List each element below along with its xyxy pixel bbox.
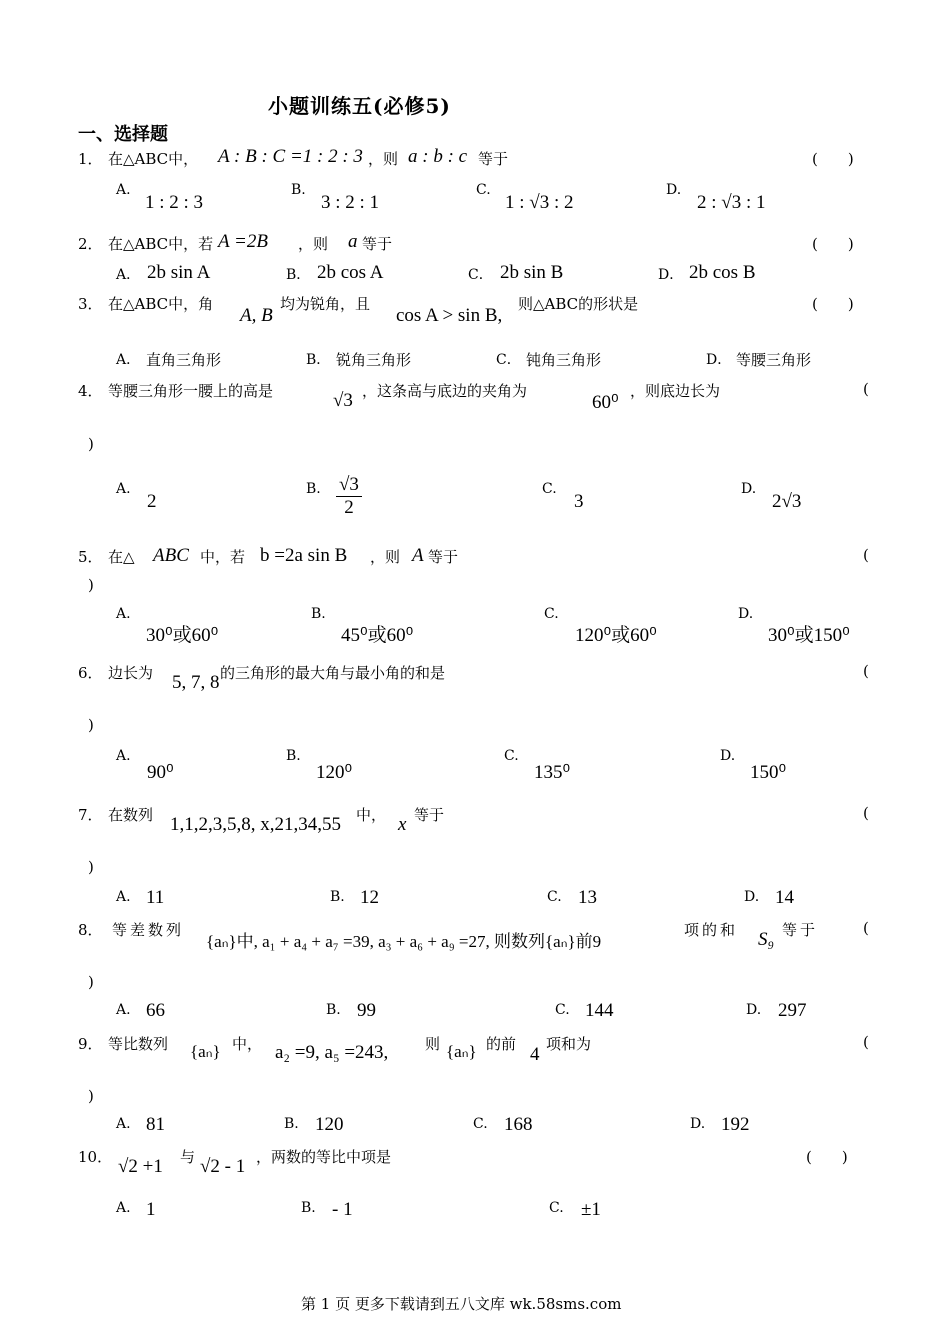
- page-footer: 第 1 页 更多下载请到五八文库 wk.58sms.com: [301, 1295, 622, 1313]
- question-text: 等于: [782, 921, 819, 939]
- option-label: A．: [116, 352, 141, 368]
- question-math: a₂ =9, a₅ =243,: [275, 1042, 389, 1063]
- question-math: A : B : C =1 : 2 : 3: [218, 146, 363, 167]
- option-label: D.: [666, 182, 682, 198]
- question-text: ，则: [298, 235, 329, 253]
- option-value: 3: [574, 491, 584, 512]
- option-value: 144: [585, 1000, 614, 1021]
- option-value: - 1: [332, 1199, 353, 1220]
- question-math: x: [398, 814, 407, 835]
- question-math: {aₙ}中, a₁ + a₄ + a₇ =39, a₃ + a₆ + a₉ =27, 则数列{aₙ}前9: [206, 932, 602, 951]
- option-label: A.: [116, 1116, 131, 1132]
- option-label: B.: [291, 182, 306, 198]
- question-math: 1,1,2,3,5,8, x,21,34,55: [170, 814, 341, 835]
- question-text: 项和为: [546, 1035, 592, 1053]
- option-label: D.: [690, 1116, 706, 1132]
- option-label: C.: [473, 1116, 488, 1132]
- question-text: ，两数的等比中项是: [256, 1148, 392, 1166]
- question-text: 中，若: [200, 548, 246, 566]
- option-label: C.: [476, 182, 491, 198]
- question-math: √2 +1: [118, 1156, 163, 1177]
- option-value: ±1: [581, 1199, 601, 1220]
- option-value: 99: [357, 1000, 376, 1021]
- answer-bracket-open: (: [863, 804, 869, 822]
- answer-bracket-close: ): [88, 1087, 94, 1105]
- option-label: C.: [544, 606, 559, 622]
- question-math: S₉: [758, 929, 775, 950]
- question-math: a : b : c: [408, 146, 468, 167]
- answer-bracket-open: (: [863, 919, 869, 937]
- option-value: 2b cos B: [689, 262, 756, 283]
- question-math: A, B: [240, 305, 273, 326]
- question-number: 8．: [78, 921, 103, 939]
- option-value: 11: [146, 887, 165, 908]
- question-text: 等于: [414, 806, 445, 824]
- option-value: 297: [778, 1000, 807, 1021]
- fraction-numerator: √3: [336, 474, 362, 497]
- option-label: A.: [116, 748, 131, 764]
- option-value: 135⁰: [534, 762, 571, 783]
- option-label: D.: [746, 1002, 762, 1018]
- question-math: b =2a sin B: [260, 545, 348, 566]
- option-label: D．: [706, 352, 732, 368]
- option-label: C.: [504, 748, 519, 764]
- option-value: 1 : √3 : 2: [505, 192, 574, 213]
- option-label: C．: [468, 267, 493, 283]
- option-value: 13: [578, 887, 597, 908]
- question-text: 边长为: [108, 664, 154, 682]
- question-text: ，则底边长为: [630, 382, 721, 400]
- question-text: 均为锐角，且: [280, 295, 371, 313]
- option-label: B.: [306, 481, 321, 497]
- option-label: C.: [549, 1200, 564, 1216]
- option-value: 等腰三角形: [736, 351, 812, 369]
- question-number: 1．: [78, 150, 103, 168]
- option-value-fraction: [336, 474, 362, 519]
- option-value: 直角三角形: [146, 351, 222, 369]
- option-label: C.: [555, 1002, 570, 1018]
- question-math: 5, 7, 8: [172, 672, 220, 693]
- question-math: cos A > sin B,: [396, 305, 503, 326]
- option-value: 2b cos A: [317, 262, 384, 283]
- question-math: √3: [333, 390, 353, 411]
- question-text: 等差数列: [112, 921, 185, 939]
- answer-bracket-close: ): [88, 435, 94, 453]
- question-number: 10．: [78, 1148, 113, 1166]
- question-text: 在△ABC中，角: [108, 295, 214, 313]
- question-text: 的前: [486, 1035, 517, 1053]
- question-text: 项的和: [684, 921, 739, 939]
- question-text: 在△ABC中，若: [108, 235, 214, 253]
- answer-bracket-open: (: [863, 546, 869, 564]
- question-number: 6．: [78, 664, 103, 682]
- question-math: 60⁰: [592, 392, 619, 413]
- option-label: B．: [286, 267, 311, 283]
- answer-bracket-close: ): [88, 576, 94, 594]
- answer-bracket-close: ): [88, 716, 94, 734]
- option-value: 120⁰或60⁰: [575, 625, 657, 646]
- option-value: 120: [315, 1114, 344, 1135]
- option-value: 2√3: [772, 491, 802, 512]
- option-label: A．: [116, 267, 141, 283]
- question-number: 5．: [78, 548, 103, 566]
- option-value: 2: [147, 491, 157, 512]
- answer-bracket: ( ): [812, 235, 854, 253]
- answer-bracket: ( ): [812, 295, 854, 313]
- option-label: D.: [744, 889, 760, 905]
- option-label: B.: [284, 1116, 299, 1132]
- question-math: ABC: [153, 545, 189, 566]
- option-label: A.: [116, 1200, 131, 1216]
- question-text: 与: [180, 1148, 196, 1166]
- option-label: C.: [547, 889, 562, 905]
- option-value: 150⁰: [750, 762, 787, 783]
- option-value: 81: [146, 1114, 165, 1135]
- answer-bracket: ( ): [806, 1148, 848, 1166]
- question-text: 则: [425, 1035, 441, 1053]
- option-label: A.: [116, 889, 131, 905]
- option-value: 1 : 2 : 3: [145, 192, 204, 213]
- option-value: 3 : 2 : 1: [321, 192, 380, 213]
- question-text: 的三角形的最大角与最小角的和是: [220, 664, 446, 682]
- question-math: A: [412, 545, 424, 566]
- option-label: A.: [116, 481, 131, 497]
- question-text: 中，: [356, 806, 387, 824]
- option-label: B.: [311, 606, 326, 622]
- option-label: A.: [116, 1002, 131, 1018]
- question-math: 4: [530, 1044, 540, 1065]
- option-label: B.: [301, 1200, 316, 1216]
- question-text: 在△ABC中，: [108, 150, 199, 168]
- option-label: B.: [286, 748, 301, 764]
- option-value: 168: [504, 1114, 533, 1135]
- question-text: 等于: [478, 150, 509, 168]
- question-math: √2 - 1: [200, 1156, 246, 1177]
- option-label: D.: [741, 481, 757, 497]
- answer-bracket: ( ): [812, 150, 854, 168]
- question-text: ，则: [368, 150, 399, 168]
- question-text: ，则: [370, 548, 401, 566]
- question-number: 3．: [78, 295, 103, 313]
- question-number: 4．: [78, 382, 103, 400]
- option-value: 2b sin A: [147, 262, 211, 283]
- question-math: {aₙ}: [446, 1042, 477, 1061]
- option-label: A.: [116, 606, 131, 622]
- question-text: 等于: [362, 235, 393, 253]
- option-value: 2b sin B: [500, 262, 564, 283]
- question-text: 中，: [232, 1035, 263, 1053]
- question-math: A =2B: [218, 231, 268, 252]
- option-label: A.: [116, 182, 131, 198]
- option-value: 30⁰或60⁰: [146, 625, 219, 646]
- answer-bracket-open: (: [863, 380, 869, 398]
- answer-bracket-open: (: [863, 1033, 869, 1051]
- option-value: 2 : √3 : 1: [697, 192, 766, 213]
- option-value: 钝角三角形: [526, 351, 602, 369]
- option-value: 66: [146, 1000, 165, 1021]
- question-text: 等比数列: [108, 1035, 169, 1053]
- question-number: 9．: [78, 1035, 103, 1053]
- option-label: C．: [496, 352, 521, 368]
- option-label: D.: [720, 748, 736, 764]
- question-math: {aₙ}: [190, 1042, 221, 1061]
- option-label: B.: [330, 889, 345, 905]
- section-heading: 一、选择题: [78, 124, 168, 145]
- question-math: a: [348, 231, 358, 252]
- option-value: 45⁰或60⁰: [341, 625, 414, 646]
- question-text: 则△ABC的形状是: [518, 295, 639, 313]
- question-text: 等腰三角形一腰上的高是: [108, 382, 274, 400]
- page-title: 小题训练五(必修5): [268, 94, 451, 118]
- option-value: 90⁰: [147, 762, 174, 783]
- option-value: 120⁰: [316, 762, 353, 783]
- answer-bracket-close: ): [88, 973, 94, 991]
- question-text: 等于: [428, 548, 459, 566]
- answer-bracket-open: (: [863, 662, 869, 680]
- fraction-denominator: 2: [344, 497, 354, 518]
- answer-bracket-close: ): [88, 858, 94, 876]
- option-value: 192: [721, 1114, 750, 1135]
- option-label: D.: [738, 606, 754, 622]
- question-text: ，这条高与底边的夹角为: [362, 382, 528, 400]
- option-label: C.: [542, 481, 557, 497]
- question-number: 7．: [78, 806, 103, 824]
- option-value: 30⁰或150⁰: [768, 625, 850, 646]
- option-label: B．: [306, 352, 331, 368]
- question-number: 2．: [78, 235, 103, 253]
- option-label: D．: [658, 267, 684, 283]
- option-value: 12: [360, 887, 379, 908]
- question-text: 在△: [108, 548, 135, 566]
- option-value: 1: [146, 1199, 156, 1220]
- option-label: B.: [326, 1002, 341, 1018]
- option-value: 锐角三角形: [336, 351, 412, 369]
- question-text: 在数列: [108, 806, 154, 824]
- option-value: 14: [775, 887, 794, 908]
